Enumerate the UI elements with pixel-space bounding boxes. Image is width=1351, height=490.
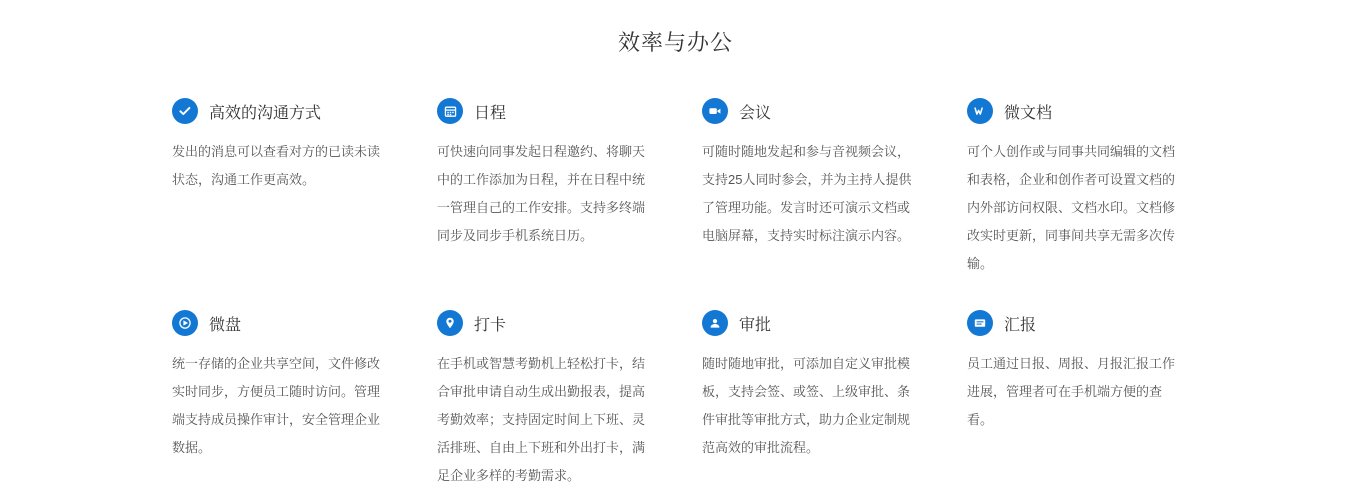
feature-description: 可快速向同事发起日程邀约、将聊天中的工作添加为日程，并在日程中统一管理自己的工作安排。支持多终端同步及同步手机系统日历。 [437, 144, 646, 243]
feature-description: 可随时随地发起和参与音视频会议，支持25人同时参会，并为主持人提供了管理功能。发言时还可演示文档或电脑屏幕，支持实时标注演示内容。 [702, 144, 912, 243]
feature-header [967, 98, 1182, 124]
feature-header [172, 310, 387, 336]
feature-card [437, 98, 652, 278]
calendar-icon [437, 98, 463, 124]
feature-card [702, 310, 917, 490]
report-icon [967, 310, 993, 336]
feature-description: 在手机或智慧考勤机上轻松打卡，结合审批申请自动生成出勤报表，提高考勤效率；支持固定时间上下班、灵活排班、自由上下班和外出打卡，满足企业多样的考勤需求。 [437, 356, 646, 483]
feature-title: 微盘 [209, 316, 242, 334]
feature-header [437, 98, 652, 124]
feature-card [172, 310, 387, 490]
feature-description: 发出的消息可以查看对方的已读未读状态，沟通工作更高效。 [172, 144, 381, 187]
feature-header [967, 310, 1182, 336]
feature-title: 汇报 [1004, 316, 1037, 334]
feature-header [702, 310, 917, 336]
user-approval-icon [702, 310, 728, 336]
feature-title: 高效的沟通方式 [209, 104, 322, 122]
location-pin-icon [437, 310, 463, 336]
video-camera-icon [702, 98, 728, 124]
feature-card [172, 98, 387, 278]
feature-card [967, 98, 1182, 278]
feature-description: 随时随地审批，可添加自定义审批模板，支持会签、或签、上级审批、条件审批等审批方式，助力企业定制规范高效的审批流程。 [702, 356, 911, 455]
feature-description: 员工通过日报、周报、月报汇报工作进展，管理者可在手机端方便的查看。 [967, 356, 1176, 427]
feature-card [967, 310, 1182, 490]
feature-card [702, 98, 917, 278]
feature-header [437, 310, 652, 336]
cloud-disk-icon [172, 310, 198, 336]
feature-title: 打卡 [474, 316, 507, 334]
feature-title: 审批 [739, 316, 772, 334]
feature-description: 统一存储的企业共享空间，文件修改实时同步，方便员工随时访问。管理端支持成员操作审计，安全管理企业数据。 [172, 356, 381, 455]
check-circle-icon [172, 98, 198, 124]
page-title: 效率与办公 [617, 30, 733, 55]
feature-title: 微文档 [1004, 104, 1053, 122]
feature-card [437, 310, 652, 490]
w-document-icon [967, 98, 993, 124]
feature-title: 会议 [739, 104, 772, 122]
feature-grid [172, 98, 1182, 490]
feature-title: 日程 [474, 104, 507, 122]
feature-header [702, 98, 917, 124]
feature-description: 可个人创作或与同事共同编辑的文档和表格，企业和创作者可设置文档的内外部访问权限、文档水印。文档修改实时更新，同事间共享无需多次传输。 [967, 144, 1176, 271]
feature-header [172, 98, 387, 124]
